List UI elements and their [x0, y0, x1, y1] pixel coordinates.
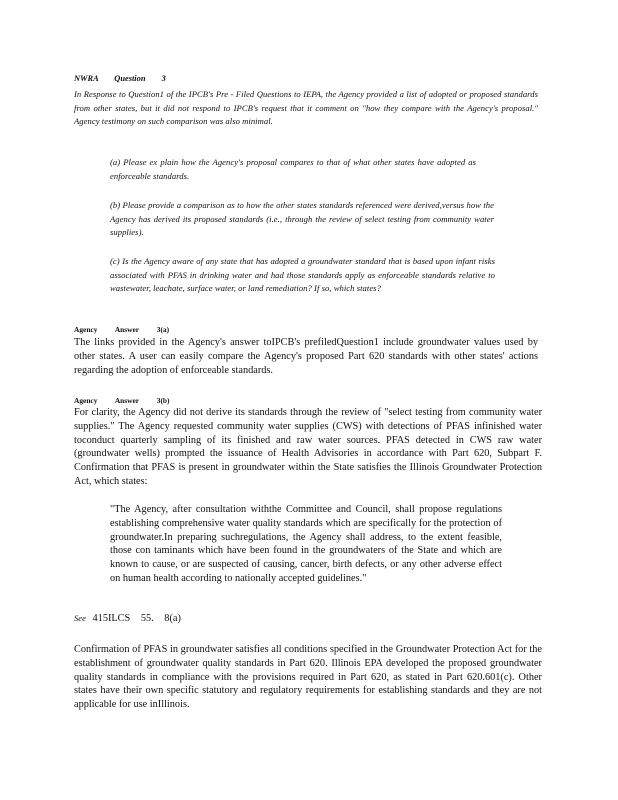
answer-b-body: For clarity, the Agency did not derive its standards through the review of "select testing from community water supplies." The Agency requested community water supplies (CWS) with detections of PFAS infinished water toconduct quarterly sampling of its finished and raw water sources. PFAS detected in CWS raw water (groundwater wells) prompted the issuance of Health Advisories in accordance with Part 620, Subpart F. Confirmation that PFAS is present in groundwater within the State satisfies the Illinois Groundwater Protection Act, which states:: [74, 407, 542, 487]
answer-a-body: The links provided in the Agency's answer toIPCB's prefiledQuestion1 include groundwater values used by other states. A user can easily compare the Agency's proposed Part 620 standards with other states' actions regarding the adoption of enforceable standards.: [74, 337, 538, 376]
question-heading: NWRA Question 3: [74, 74, 166, 83]
answer-b-heading: Agency Answer 3(b): [74, 396, 170, 405]
citation-reference: 415ILCS 55. 8(a): [92, 613, 181, 624]
answer-a-heading: Agency Answer 3(a): [74, 325, 170, 334]
citation: [74, 612, 374, 625]
question-part-c: (c) Is the Agency aware of any state that has adopted a groundwater standard that is based upon infant risks associated with PFAS in drinking water and had those standards apply as enforceable standards relative to wastewater, leachate, surface water, or land remediation? If so, which states?: [110, 256, 495, 293]
question-part-a: (a) Please ex plain how the Agency's proposal compares to that of what other states have adopted as enforceable standards.: [110, 157, 476, 181]
statute-quote: "The Agency, after consultation withthe Committee and Council, shall propose regulations establishing comprehensive water quality standards which are specifically for the protection of groundwater.In preparing suchregulations, the Agency shall address, to the extent feasible, those con taminants which have been found in the groundwaters of the State and which are known to cause, or are suspected of causing, cancer, birth defects, or any other adverse effect on human health according to nationally accepted guidelines.": [110, 504, 502, 584]
citation-see: See: [74, 613, 86, 623]
question-intro: In Response to Question1 of the IPCB's Pre - Filed Questions to IEPA, the Agency provided a list of adopted or proposed standards from other states, but it did not respond to IPCB's request that it comment on "how they compare with the Agency's proposal." Agency testimony on such comparison was also minimal.: [74, 89, 538, 126]
conclusion-paragraph: Confirmation of PFAS in groundwater satisfies all conditions specified in the Groundwater Protection Act for the establishment of groundwater quality standards in Part 620. Illinois EPA developed the proposed groundwater quality standards in compliance with the provisions required in Part 620, as stated in Part 620.601(c). Other states have their own specific statutory and regulatory requirements for establishing standards and they are not applicable for use inIllinois.: [74, 644, 542, 711]
question-part-b: (b) Please provide a comparison as to how the other states standards referenced were derived,versus how the Agency has derived its proposed standards (i.e., through the review of select testing from community water supplies).: [110, 200, 494, 237]
